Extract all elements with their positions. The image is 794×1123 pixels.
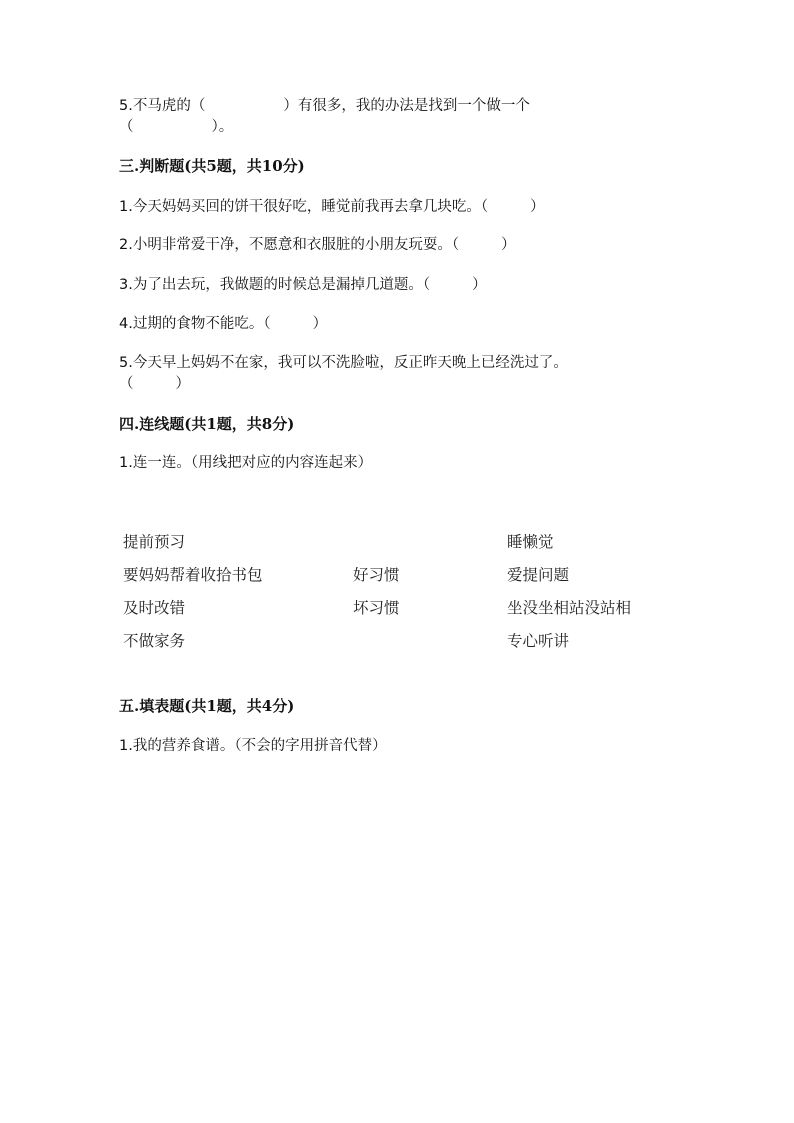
match-left-4: 不做家务: [123, 632, 186, 650]
match-left-2: 要妈妈帮着收拾书包: [123, 566, 263, 584]
judge-item-5-line2: [119, 374, 190, 394]
fill-q5-line1: [119, 96, 530, 116]
judge-item-4-text: 4.过期的食物不能吃。（: [119, 316, 271, 332]
table-question: 1.我的营养食谱。（不会的字用拼音代替）: [119, 738, 387, 754]
section-heading-match: 四.连线题(共1题，共8分): [119, 415, 295, 433]
match-left-3: 及时改错: [123, 599, 186, 617]
match-middle-2: 坏习惯: [353, 599, 400, 617]
bracket-close: ）: [501, 237, 516, 253]
match-question: 1.连一连。（用线把对应的内容连起来）: [119, 455, 373, 471]
bracket-close: ）: [175, 376, 190, 392]
bracket-close: ）: [530, 199, 545, 215]
fill-q5-text-a: 5.不马虎的（: [119, 98, 206, 114]
judge-item-4: [119, 314, 327, 334]
judge-item-5: 5.今天早上妈妈不在家，我可以不洗脸啦，反正昨天晚上已经洗过了。: [119, 355, 568, 371]
match-middle-1: 好习惯: [353, 566, 400, 584]
section-heading-table: 五.填表题(共1题，共4分): [119, 697, 295, 715]
judge-item-1-text: 1.今天妈妈买回的饼干很好吃，睡觉前我再去拿几块吃。（: [119, 199, 489, 215]
fill-q5-text-b: ）有很多，我的办法是找到一个做一个: [283, 98, 530, 114]
match-right-4: 专心听讲: [507, 632, 570, 650]
section-heading-judge: 三.判断题(共5题，共10分): [119, 157, 305, 175]
judge-item-2-text: 2.小明非常爱干净，不愿意和衣服脏的小朋友玩耍。（: [119, 237, 460, 253]
judge-item-2: [119, 235, 516, 255]
fill-q5-text-d: ）。: [211, 119, 234, 135]
judge-item-1: [119, 197, 545, 217]
bracket-open: （: [119, 376, 134, 392]
match-right-3: 坐没坐相站没站相: [507, 599, 632, 617]
match-right-1: 睡懒觉: [507, 533, 554, 551]
fill-q5-line2: [119, 117, 233, 137]
bracket-close: ）: [472, 277, 487, 293]
match-right-2: 爱提问题: [507, 566, 570, 584]
match-left-1: 提前预习: [123, 533, 186, 551]
judge-item-3-text: 3.为了出去玩，我做题的时候总是漏掉几道题。（: [119, 277, 431, 293]
fill-q5-text-c: （: [119, 119, 134, 135]
judge-item-3: [119, 275, 487, 295]
bracket-close: ）: [312, 316, 328, 332]
